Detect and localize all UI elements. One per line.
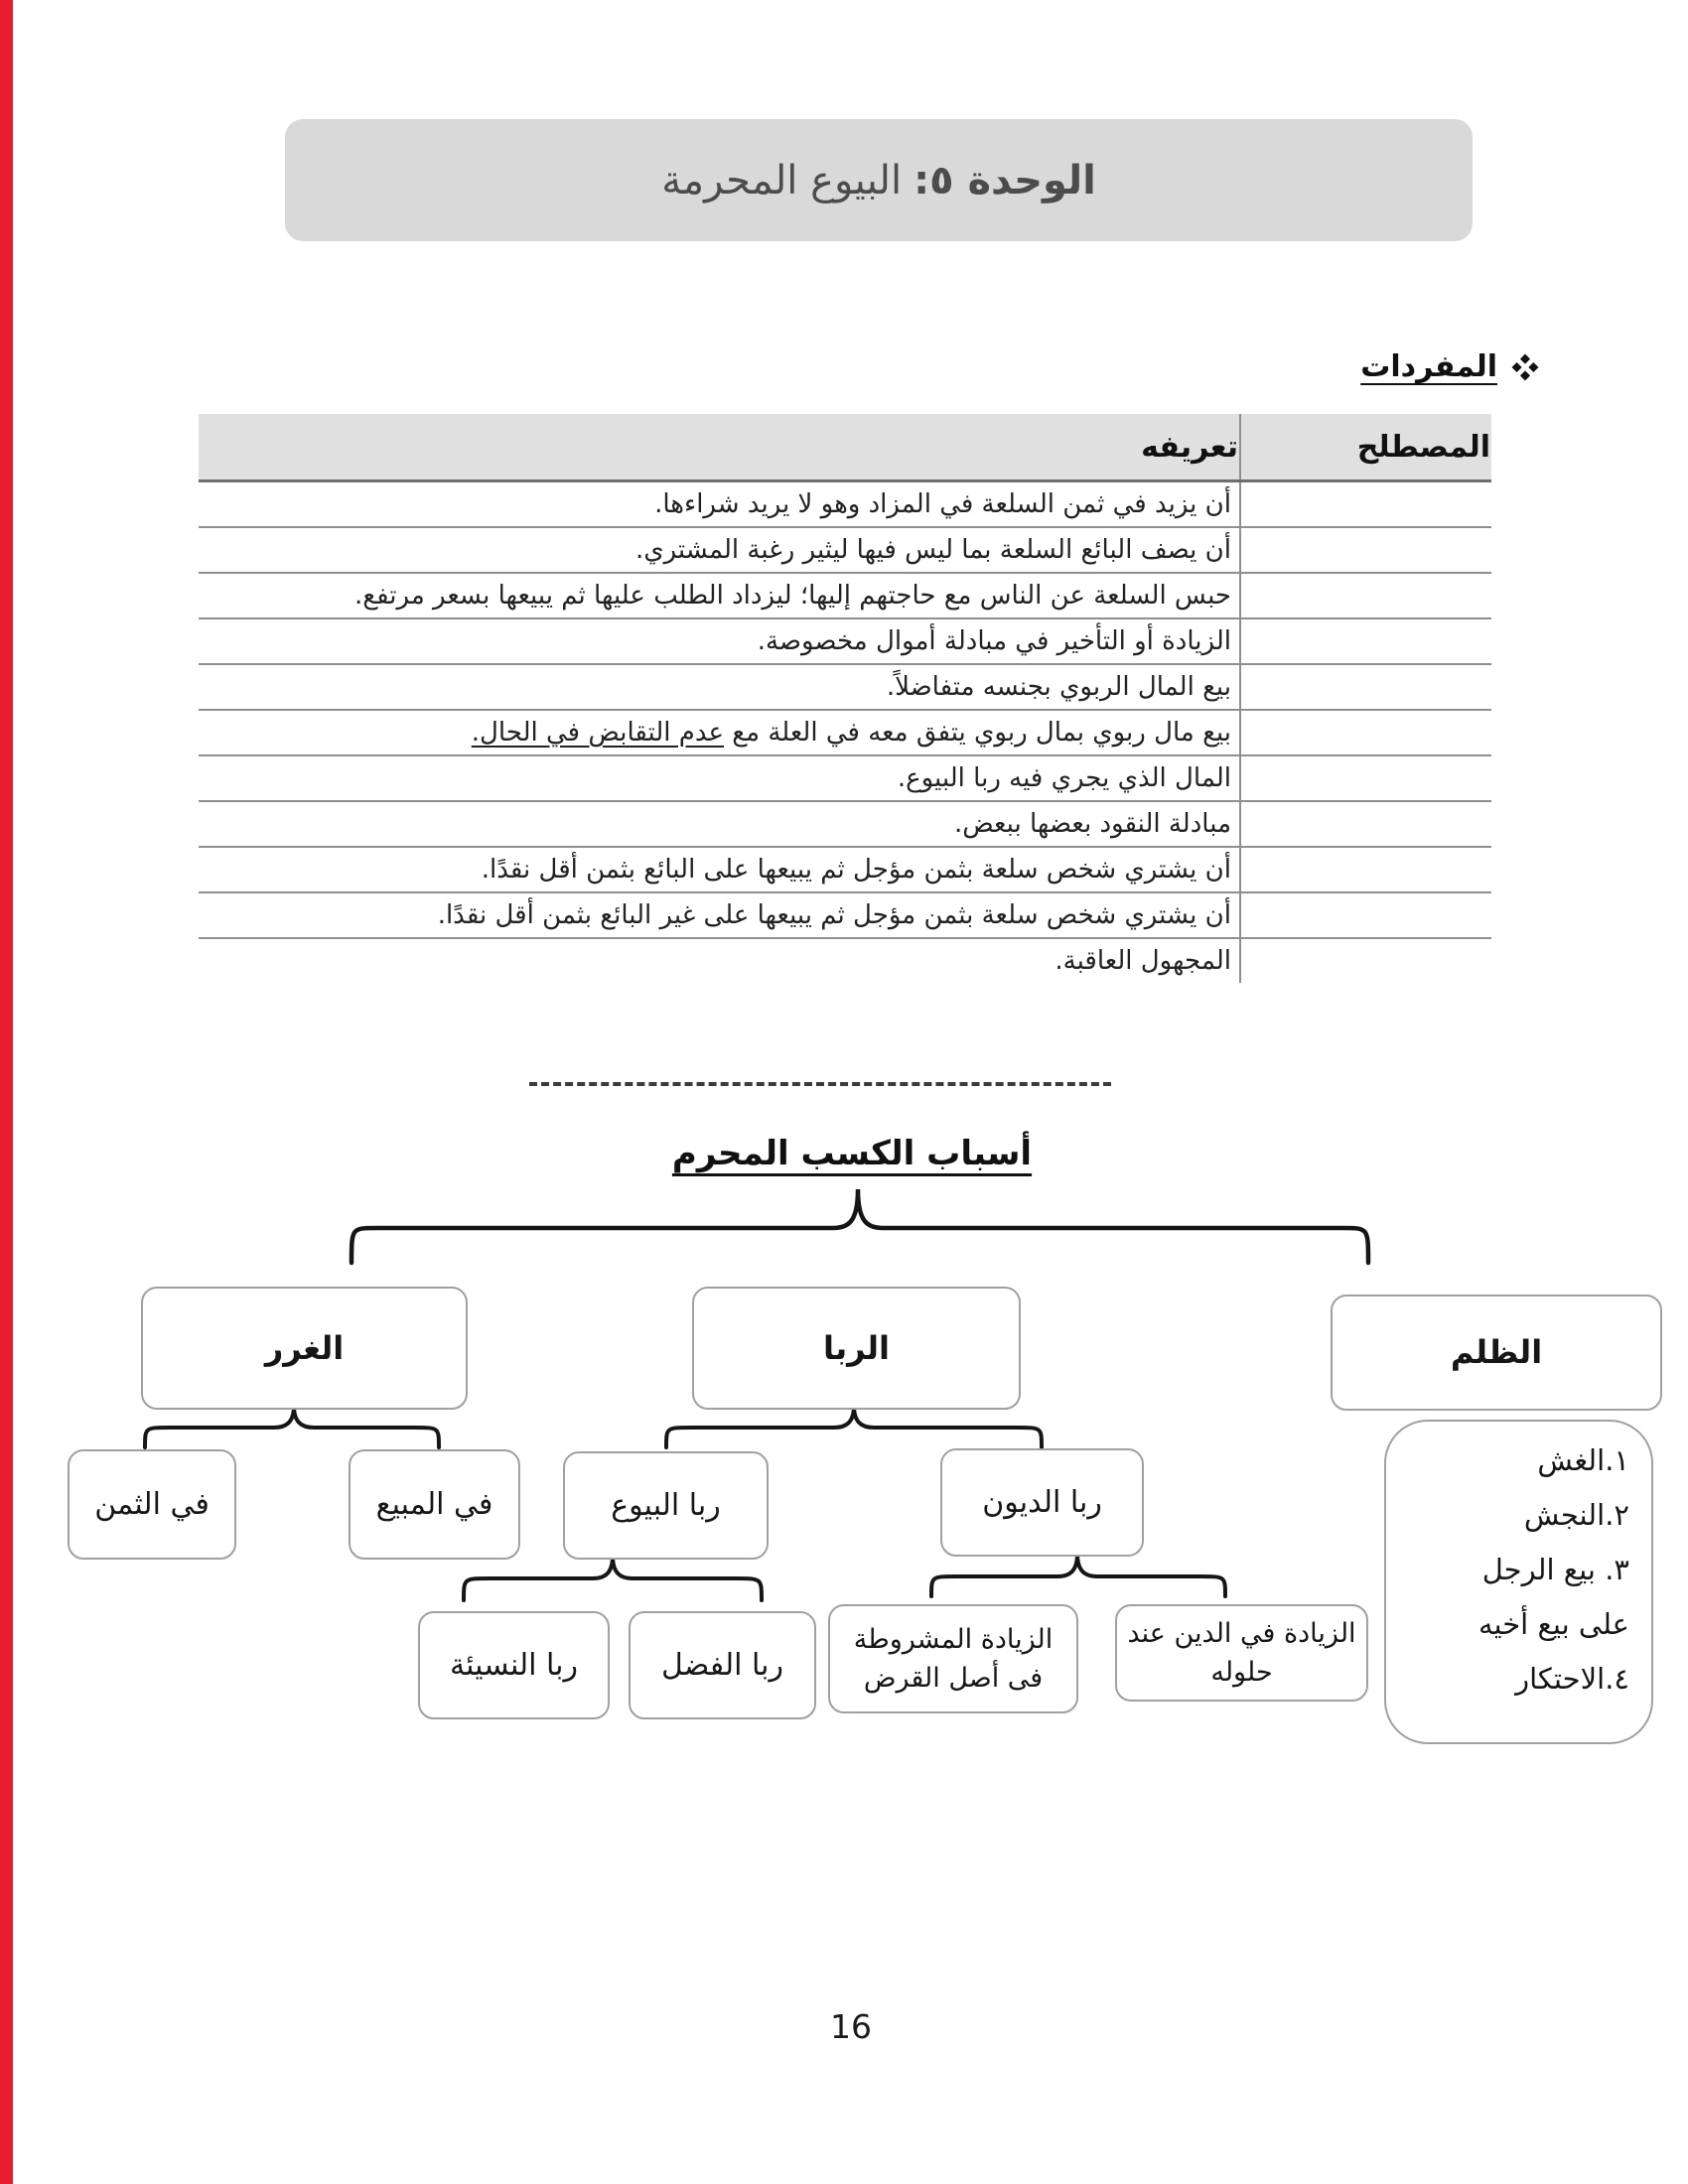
node-ziyada-dayn-line1: الزيادة في الدين عند: [1127, 1617, 1356, 1649]
definition-cell: المجهول العاقبة.: [1055, 946, 1231, 976]
table-row: [199, 618, 1491, 664]
node-riba-albuyu-label: ربا البيوع: [611, 1487, 721, 1523]
node-riba-alduyun: [940, 1448, 1144, 1557]
brace-riba-alduyun: [931, 1554, 1225, 1596]
table-row: [199, 938, 1491, 983]
node-ziyada-dayn-line2: حلوله: [1210, 1657, 1273, 1688]
brace-riba: [666, 1406, 1042, 1447]
thulm-list-item: ٣. بيع الرجل: [1481, 1553, 1629, 1586]
vocab-heading: المفردات: [1360, 349, 1497, 384]
term-cell: [1240, 892, 1491, 938]
diagram-title: أسباب الكسب المحرم: [671, 1134, 1033, 1173]
vocab-table: [199, 414, 1491, 983]
node-gharar: [141, 1287, 468, 1410]
definition-cell: حبس السلعة عن الناس مع حاجتهم إليها؛ ليزداد الطلب عليها ثم يبيعها بسعر مرتفع.: [199, 573, 1240, 618]
node-ziyada-dayn: [1115, 1604, 1368, 1702]
term-cell: [1240, 573, 1491, 618]
thulm-list-item: على بيع أخيه: [1477, 1607, 1629, 1641]
node-riba-alnasia: [418, 1611, 610, 1719]
node-ziyada-mashruta-line2: فى أصل القرض: [863, 1663, 1044, 1694]
unit-title-card: [285, 119, 1473, 241]
term-cell: [1240, 618, 1491, 664]
term-cell: [1240, 938, 1491, 983]
term-cell: [1240, 710, 1491, 755]
table-row: [199, 847, 1491, 892]
definition-cell: الزيادة أو التأخير في مبادلة أموال مخصوصة.: [199, 618, 1240, 664]
brace-root: [352, 1189, 1368, 1263]
page-number: 16: [830, 2007, 872, 2046]
definition-cell: بيع المال الربوي بجنسه متفاضلاً.: [199, 664, 1240, 710]
node-riba: [692, 1287, 1021, 1410]
table-row: [199, 755, 1491, 801]
term-cell: [1240, 527, 1491, 573]
dashed-divider: [529, 1082, 1111, 1086]
definition-cell: أن يشتري شخص سلعة بثمن مؤجل ثم يبيعها على البائع بثمن أقل نقدًا.: [199, 847, 1240, 892]
diamond-bullet-icon: [1511, 353, 1539, 381]
node-fi-althaman-label: في الثمن: [94, 1486, 210, 1522]
term-cell: [1240, 801, 1491, 847]
node-riba-label: الربا: [823, 1328, 890, 1367]
node-riba-alnasia-label: ربا النسيئة: [450, 1647, 578, 1683]
definition-cell: أن يصف البائع السلعة بما ليس فيها ليثير رغبة المشتري.: [199, 527, 1240, 573]
node-thulm: [1331, 1295, 1662, 1411]
node-thulm-label: الظلم: [1450, 1333, 1543, 1372]
red-accent-bar: [0, 0, 13, 2184]
table-row: [199, 664, 1491, 710]
node-thulm-list: [1384, 1420, 1653, 1744]
term-column-header: المصطلح: [1240, 414, 1491, 481]
node-riba-albuyu: [563, 1451, 769, 1560]
vocab-heading-row: [1360, 349, 1539, 384]
table-row: [199, 801, 1491, 847]
node-riba-alfadl-label: ربا الفضل: [661, 1647, 783, 1683]
node-fi-althaman: [68, 1449, 236, 1560]
table-header-row: [199, 414, 1491, 481]
brace-riba-albuyu: [464, 1556, 762, 1600]
table-row: [199, 527, 1491, 573]
node-fi-almabee-label: في المبيع: [375, 1486, 493, 1522]
thulm-list-item: ١.الغش: [1537, 1443, 1629, 1477]
node-ziyada-mashruta-line1: الزيادة المشروطة: [853, 1623, 1054, 1655]
term-cell: [1240, 847, 1491, 892]
definition-cell: أن يزيد في ثمن السلعة في المزاد وهو لا يريد شراءها.: [199, 481, 1240, 528]
term-cell: [1240, 664, 1491, 710]
node-riba-alduyun-label: ربا الديون: [982, 1484, 1102, 1520]
node-gharar-label: الغرر: [264, 1328, 345, 1367]
term-cell: [1240, 755, 1491, 801]
underlined-phrase: عدم التقابض في الحال.: [471, 718, 725, 748]
node-ziyada-mashruta: [828, 1604, 1078, 1713]
table-row: [199, 710, 1491, 755]
unit-title-bold: الوحدة ٥:: [914, 157, 1096, 204]
thulm-list-item: ٤.الاحتكار: [1515, 1662, 1629, 1696]
term-cell: [1240, 481, 1491, 528]
table-row: [199, 481, 1491, 528]
brace-gharar: [145, 1406, 439, 1447]
table-row: [199, 573, 1491, 618]
node-fi-almabee: [349, 1449, 520, 1560]
definition-cell: المال الذي يجري فيه ربا البيوع.: [199, 755, 1240, 801]
definition-cell: أن يشتري شخص سلعة بثمن مؤجل ثم يبيعها على غير البائع بثمن أقل نقدًا.: [199, 892, 1240, 938]
node-riba-alfadl: [629, 1611, 816, 1719]
unit-title-rest: البيوع المحرمة: [661, 157, 903, 204]
definition-cell: بيع مال ربوي بمال ربوي يتفق معه في العلة مع عدم التقابض في الحال.: [199, 710, 1240, 755]
definition-cell: مبادلة النقود بعضها ببعض.: [199, 801, 1240, 847]
vocab-table-body: [199, 481, 1491, 984]
thulm-list-item: ٢.النجش: [1523, 1498, 1629, 1532]
definition-column-header: تعريفه: [199, 414, 1240, 481]
table-row: [199, 892, 1491, 938]
